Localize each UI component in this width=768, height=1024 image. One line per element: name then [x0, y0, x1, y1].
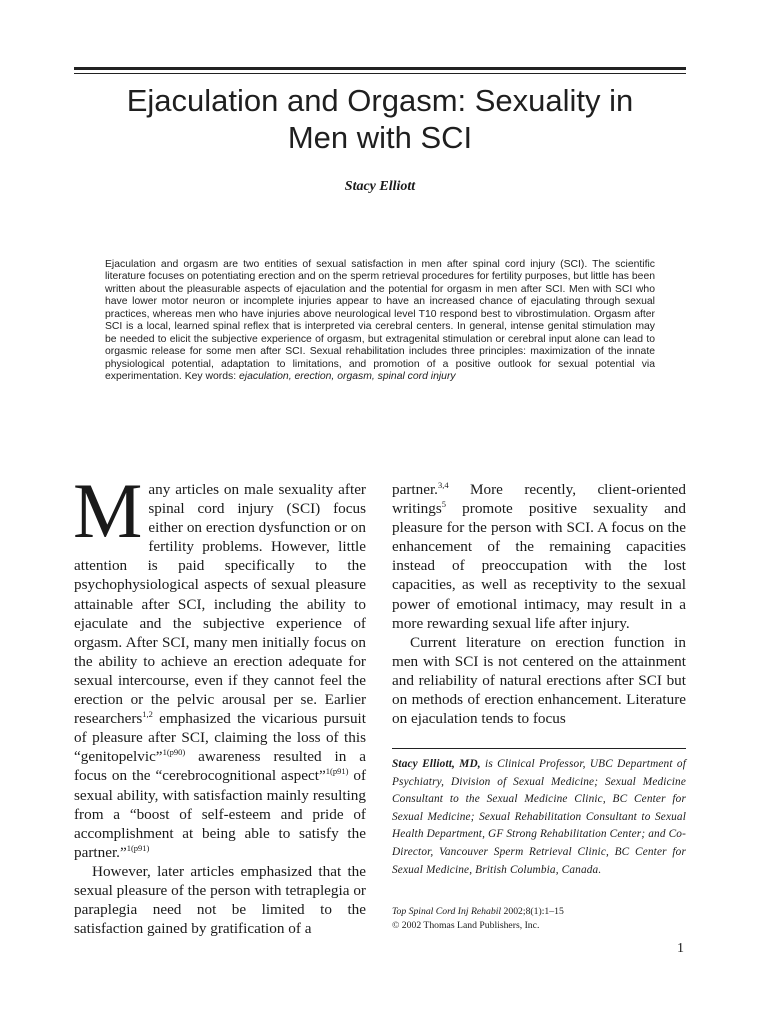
paragraph-text: any articles on male sexuality after spinal cord injury (SCI) focus either on erection dysfunction or on fertility problems. However, little attention is paid specifically to the psychophysiological aspects of sexual pleasure attainable after SCI, including the ability to ejaculate and the subjective experience of orgasm. After SCI, many men initially focus on the ability to achieve an erection adequate for sexual intercourse, even if they cannot feel the erection or the pelvic arousal per se. Earlier researchers [74, 481, 366, 728]
paragraph-text: emphasized the vicarious pursuit of pleasure after SCI, claiming the loss of this “genitopelvic” [74, 710, 366, 766]
paragraph: Current literature on erection function in men with SCI is not centered on the attainment and reliability of natural erections after SCI but on methods of erection enhancement. Literature on ejaculation tends to focus [392, 633, 686, 728]
citation-superscript: 3,4 [437, 480, 449, 490]
paragraph-text: partner. [392, 481, 438, 498]
header-rule-thick [74, 67, 686, 70]
citation-superscript: 1(p90) [162, 747, 186, 758]
citation-superscript: 1(p91) [126, 842, 150, 853]
paragraph-text: More recently, client-oriented writings [392, 481, 686, 518]
abstract [105, 259, 655, 384]
paragraph [73, 467, 367, 862]
citation-superscript: 1(p91) [325, 766, 349, 777]
title-line-2: Men with SCI [287, 120, 473, 155]
keywords: ejaculation, erection, orgasm, spinal cord injury [239, 371, 456, 383]
body-column-right [392, 480, 686, 728]
copyright: © 2002 Thomas Land Publishers, Inc. [392, 919, 540, 931]
footnote-rule [392, 748, 686, 749]
citation-superscript: 1,2 [142, 709, 153, 720]
body-column-left [73, 467, 367, 938]
article-title [74, 82, 686, 156]
abstract-text: Ejaculation and orgasm are two entities of sexual satisfaction in men after spinal cord injury (SCI). The scientific literature focuses on potentiating erection and on the sperm retrieval procedures for fertility purposes, but little has been written about the pleasurable aspects of ejaculation and the potential for orgasm in men after SCI. Men with SCI who have lower motor neuron or incomplete injuries appear to have an increased chance of ejaculating through sexual practices, whereas men who have injuries above neurological level T10 respond best to vibrostimulation. Orgasm after SCI is a local, learned spinal reflex that is interpreted via cerebral centers. In general, intense genital stimulation may be needed to elicit the subjective experience of orgasm, but extragenital stimulation or cerebral input alone can lead to orgasmic release for some men after SCI. Sexual rehabilitation includes three principles: maximization of the innate physiological potential, adaptation to limitations, and promotion of a positive outlook for sexual potential via experimentation. [105, 259, 655, 383]
paragraph-text: of sexual ability, with satisfaction mainly resulting from a “boost of self-esteem and pride of accomplishment at being able to satisfy the partner.” [74, 767, 367, 861]
header-rule-thin [74, 73, 686, 74]
journal-name: Top Spinal Cord Inj Rehabil [392, 906, 502, 917]
journal-citation [392, 905, 686, 932]
title-line-1: Ejaculation and Orgasm: Sexuality in [126, 83, 634, 118]
paragraph-text: awareness resulted in a focus on the “cerebrocognitional aspect” [74, 748, 366, 785]
journal-details: 2002;8(1):1–15 [501, 906, 564, 917]
footnote-text: is Clinical Professor, UBC Department of Psychiatry, Division of Sexual Medicine; Sexual Medicine Consultant to the Sexual Medicine Clinic, BC Center for Sexual Medicine; Sexual Rehabilitation Consultant to Sexual Health Department, GF Strong Rehabilitation Center; and Co-Director, Vancouver Sperm Retrieval Clinic, BC Center for Sexual Medicine, British Columbia, Canada. [392, 758, 686, 876]
paragraph [392, 480, 686, 633]
keywords-label: Key words: [184, 371, 237, 383]
footnote-author: Stacy Elliott, MD, [392, 758, 481, 770]
citation-superscript: 5 [441, 499, 447, 510]
paragraph: However, later articles emphasized that the sexual pleasure of the person with tetraplegia or paraplegia need not be limited to the satisfaction gained by gratification of a [74, 862, 366, 938]
author-footnote [392, 756, 686, 879]
paragraph-text: promote positive sexuality and pleasure for the person with SCI. A focus on the enhancement of the remaining capacities instead of preoccupation with the lost capacities, as well as receptivity to the sexual power of emotional intimacy, may result in a more rewarding sexual life after injury. [392, 500, 686, 632]
drop-cap: M [73, 467, 143, 554]
author-name: Stacy Elliott [344, 179, 416, 194]
page-number: 1 [677, 941, 684, 956]
